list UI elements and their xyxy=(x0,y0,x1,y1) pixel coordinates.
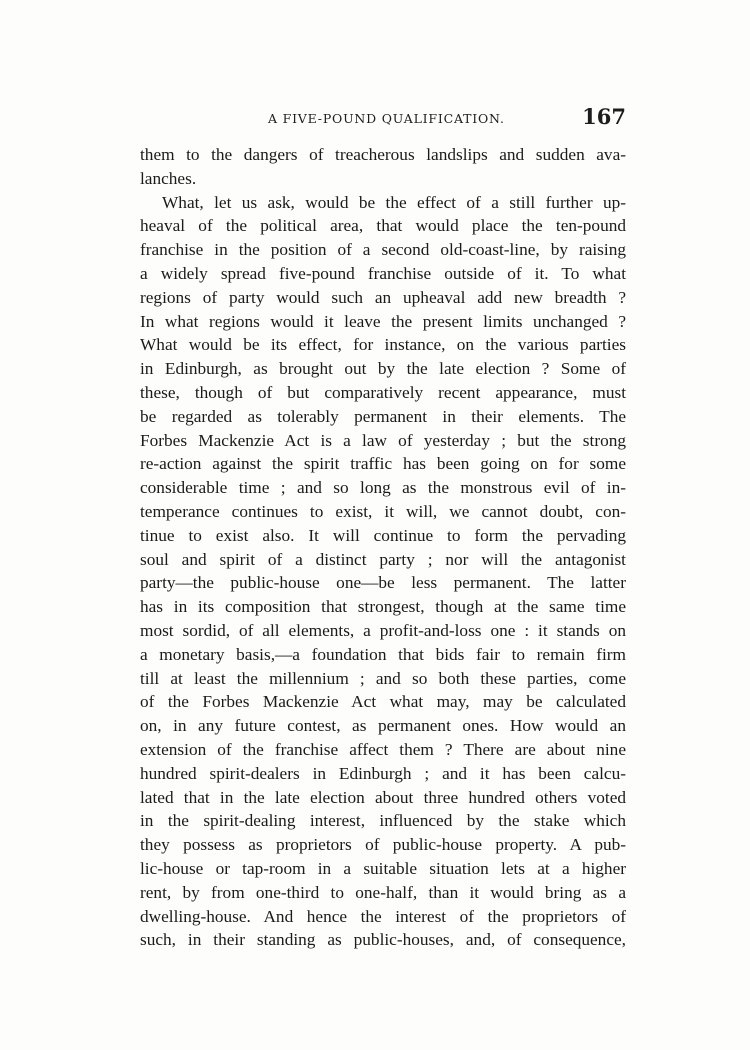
text-line: in Edinburgh, as brought out by the late election ? Some of xyxy=(140,359,626,379)
text-line: lanches. xyxy=(140,168,197,188)
text-line: hundred spirit-dealers in Edinburgh ; and it has been calcu- xyxy=(140,763,626,783)
running-title: A FIVE-POUND QUALIFICATION. xyxy=(268,111,505,126)
text-line: such, in their standing as public-houses, and, of consequence, xyxy=(140,930,626,950)
text-line: they possess as proprietors of public-house property. A pub- xyxy=(140,835,626,855)
text-line: re-action against the spirit traffic has been going on for some xyxy=(140,454,626,474)
text-line: considerable time ; and so long as the monstrous evil of in- xyxy=(140,478,626,498)
text-line: Forbes Mackenzie Act is a law of yesterday ; but the strong xyxy=(140,430,626,450)
text-line: in the spirit-dealing interest, influenced by the stake which xyxy=(140,811,626,831)
text-line: lic-house or tap-room in a suitable situation lets at a higher xyxy=(140,858,626,878)
text-line: What would be its effect, for instance, on the various parties xyxy=(140,335,626,355)
text-line: heaval of the political area, that would place the ten-pound xyxy=(140,216,626,236)
text-line: soul and spirit of a distinct party ; nor will the antagonist xyxy=(140,549,626,569)
text-line: extension of the franchise affect them ? There are about nine xyxy=(140,739,626,759)
text-line: a widely spread five-pound franchise outside of it. To what xyxy=(140,263,626,283)
text-line: a monetary basis,—a foundation that bids fair to remain firm xyxy=(140,644,626,664)
text-line: till at least the millennium ; and so both these parties, come xyxy=(140,668,626,688)
text-line: franchise in the position of a second old-coast-line, by raising xyxy=(140,240,626,260)
text-line: has in its composition that strongest, though at the same time xyxy=(140,597,626,617)
text-line: be regarded as tolerably permanent in their elements. The xyxy=(140,406,626,426)
text-line: rent, by from one-third to one-half, than it would bring as a xyxy=(140,882,626,902)
body-text xyxy=(140,143,626,952)
text-line: lated that in the late election about three hundred others voted xyxy=(140,787,626,807)
text-line: these, though of but comparatively recent appearance, must xyxy=(140,382,626,402)
text-line: tinue to exist also. It will continue to form the pervading xyxy=(140,525,626,545)
text-line: of the Forbes Mackenzie Act what may, may be calculated xyxy=(140,692,626,712)
text-line: party—the public-house one—be less permanent. The latter xyxy=(140,573,626,593)
text-line: most sordid, of all elements, a profit-and-loss one : it stands on xyxy=(140,620,626,640)
page-number: 167 xyxy=(582,104,626,129)
text-line: temperance continues to exist, it will, we cannot doubt, con- xyxy=(140,501,626,521)
text-line: In what regions would it leave the present limits unchanged ? xyxy=(140,311,626,331)
text-line: What, let us ask, would be the effect of a still further up- xyxy=(162,192,626,212)
page-header xyxy=(140,104,626,132)
text-line: dwelling-house. And hence the interest of the proprietors of xyxy=(140,906,626,926)
text-line: them to the dangers of treacherous landslips and sudden ava- xyxy=(140,145,626,164)
text-line: on, in any future contest, as permanent ones. How would an xyxy=(140,716,626,736)
text-line: regions of party would such an upheaval add new breadth ? xyxy=(140,287,626,307)
